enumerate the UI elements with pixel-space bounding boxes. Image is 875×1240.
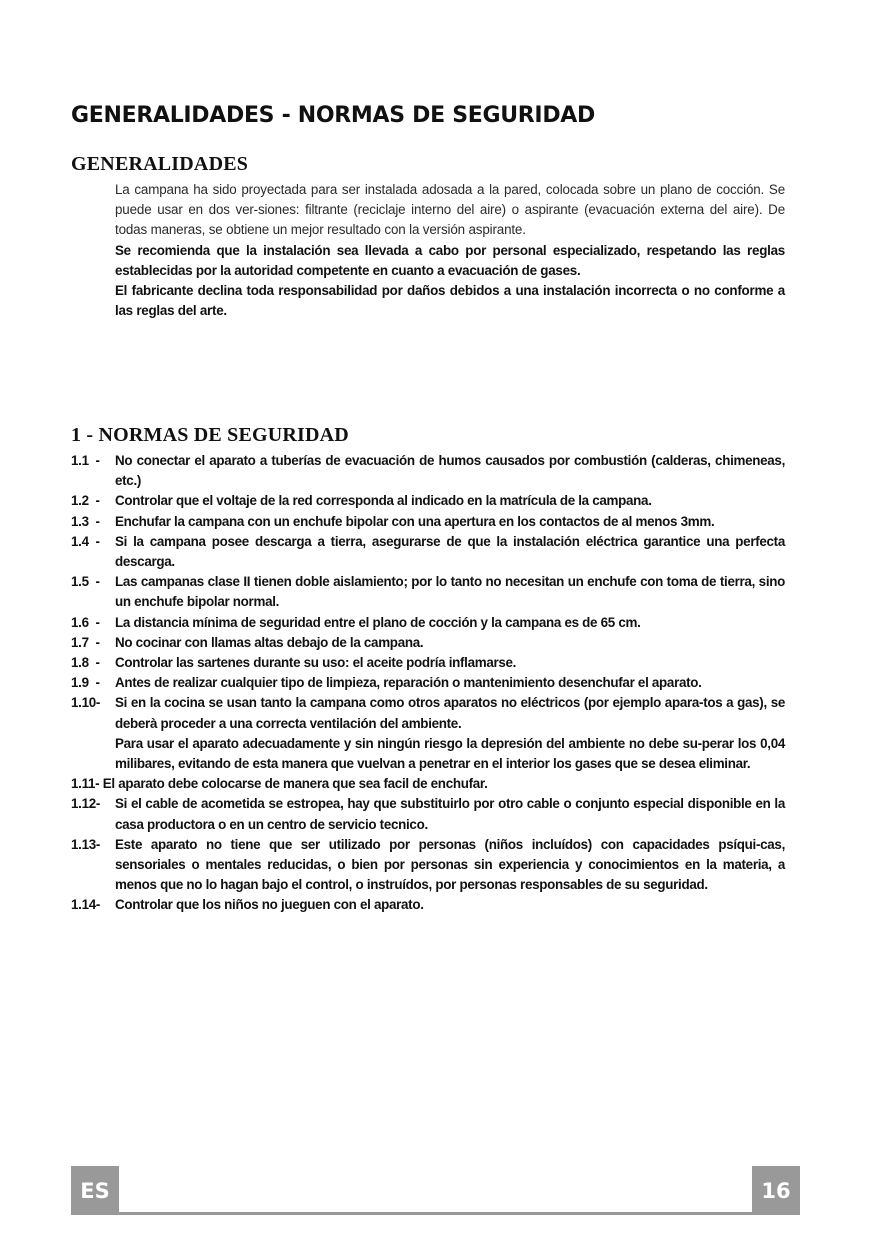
installation-recommendation: Se recomienda que la instalación sea llevada a cabo por personal especializado, respetando las reglas establecidas por la autoridad competente en cuanto a evacuación de gases. bbox=[115, 242, 785, 278]
safety-rule bbox=[71, 512, 785, 532]
rule-number: 1.6 - bbox=[71, 614, 100, 630]
rule-extra-text: Para usar el aparato adecuadamente y sin ningún riesgo la depresión del ambiente no debe su-perar los 0,04 milibares, evitando de esta manera que vuelvan a penetrar en el interior los gases que se desea eliminar. bbox=[115, 735, 785, 772]
rule-text: Antes de realizar cualquier tipo de limpieza, reparación o mantenimiento desenchufar el aparato. bbox=[115, 675, 702, 691]
rule-number: 1.10- bbox=[71, 695, 101, 711]
safety-rule bbox=[71, 633, 785, 653]
rule-number: 1.11- bbox=[71, 776, 100, 792]
safety-rule bbox=[71, 673, 785, 693]
page-title: GENERALIDADES - NORMAS DE SEGURIDAD bbox=[71, 103, 595, 128]
generalidades-heading: GENERALIDADES bbox=[71, 153, 249, 175]
rule-text: Las campanas clase II tienen doble aislamiento; por lo tanto no necesitan un enchufe con toma de tierra, sino un enchufe bipolar normal. bbox=[115, 574, 785, 610]
rule-number: 1.14- bbox=[71, 897, 101, 913]
rule-text: Controlar las sartenes durante su uso: el aceite podría inflamarse. bbox=[115, 655, 517, 671]
rule-number: 1.1 - bbox=[71, 453, 100, 468]
rule-number: 1.2 - bbox=[71, 493, 100, 509]
rule-text: Si la campana posee descarga a tierra, asegurarse de que la instalación eléctrica garantice una perfecta descarga. bbox=[115, 533, 785, 570]
rule-number: 1.7 - bbox=[71, 634, 100, 650]
rule-text: Controlar que el voltaje de la red corresponda al indicado en la matrícula de la campana. bbox=[115, 493, 652, 509]
rule-number: 1.3 - bbox=[71, 513, 100, 529]
safety-rule bbox=[71, 835, 785, 896]
language-tab: ES bbox=[71, 1166, 119, 1215]
rule-number: 1.4 - bbox=[71, 533, 100, 549]
generalidades-text bbox=[115, 180, 785, 321]
safety-rule bbox=[71, 895, 785, 915]
rule-text: Enchufar la campana con un enchufe bipolar con una apertura en los contactos de al menos 3mm. bbox=[115, 513, 715, 529]
safety-rule bbox=[71, 693, 785, 774]
safety-heading: 1 - NORMAS DE SEGURIDAD bbox=[71, 424, 349, 446]
safety-rule bbox=[71, 653, 785, 673]
safety-rules-list bbox=[71, 451, 785, 916]
page-number: 16 bbox=[752, 1166, 800, 1215]
intro-paragraph: La campana ha sido proyectada para ser instalada adosada a la pared, colocada sobre un plano de cocción. Se puede usar en dos ver-siones: filtrante (reciclaje interno del aire) o aspirante (evacuación externa del aire). De todas maneras, se obtiene un mejor resultado con la versión aspirante. bbox=[115, 182, 785, 238]
safety-rule bbox=[71, 491, 785, 511]
rule-number: 1.5 - bbox=[71, 574, 100, 590]
safety-rule bbox=[71, 613, 785, 633]
rule-number: 1.13- bbox=[71, 836, 101, 852]
rule-text: La distancia mínima de seguridad entre el plano de cocción y la campana es de 65 cm. bbox=[115, 614, 641, 630]
rule-text: Controlar que los niños no jueguen con el aparato. bbox=[115, 897, 424, 913]
rule-text: No cocinar con llamas altas debajo de la campana. bbox=[115, 634, 424, 650]
safety-rule bbox=[71, 572, 785, 612]
rule-number: 1.9 - bbox=[71, 675, 100, 691]
manufacturer-disclaimer: El fabricante declina toda responsabilidad por daños debidos a una instalación incorrecta o no conforme a las reglas del arte. bbox=[115, 283, 785, 319]
rule-number: 1.12- bbox=[71, 796, 101, 812]
safety-rule bbox=[71, 451, 785, 491]
rule-number: 1.8 - bbox=[71, 655, 100, 671]
footer-rule bbox=[119, 1212, 752, 1215]
safety-rule bbox=[71, 774, 785, 794]
rule-text: Este aparato no tiene que ser utilizado por personas (niños incluídos) con capacidades psíqui-cas, sensoriales o mentales reducidas, o bien por personas sin experiencia y conocimientos en la materia, a menos que no lo hagan bajo el control, o instruídos, por personas responsables de su seguridad. bbox=[115, 836, 785, 893]
rule-text: Si el cable de acometida se estropea, hay que substituirlo por otro cable o conjunto especial disponible en la casa productora o en un centro de servicio tecnico. bbox=[115, 796, 785, 832]
rule-text: No conectar el aparato a tuberías de evacuación de humos causados por combustión (calderas, chimeneas, etc.) bbox=[115, 453, 785, 489]
safety-rule bbox=[71, 532, 785, 572]
rule-text: El aparato debe colocarse de manera que sea facil de enchufar. bbox=[102, 776, 488, 792]
rule-text: Si en la cocina se usan tanto la campana como otros aparatos no eléctricos (por ejemplo apara-tos a gas), se deberà proceder a una correcta ventilación del ambiente. bbox=[115, 695, 785, 731]
safety-rule bbox=[71, 794, 785, 834]
